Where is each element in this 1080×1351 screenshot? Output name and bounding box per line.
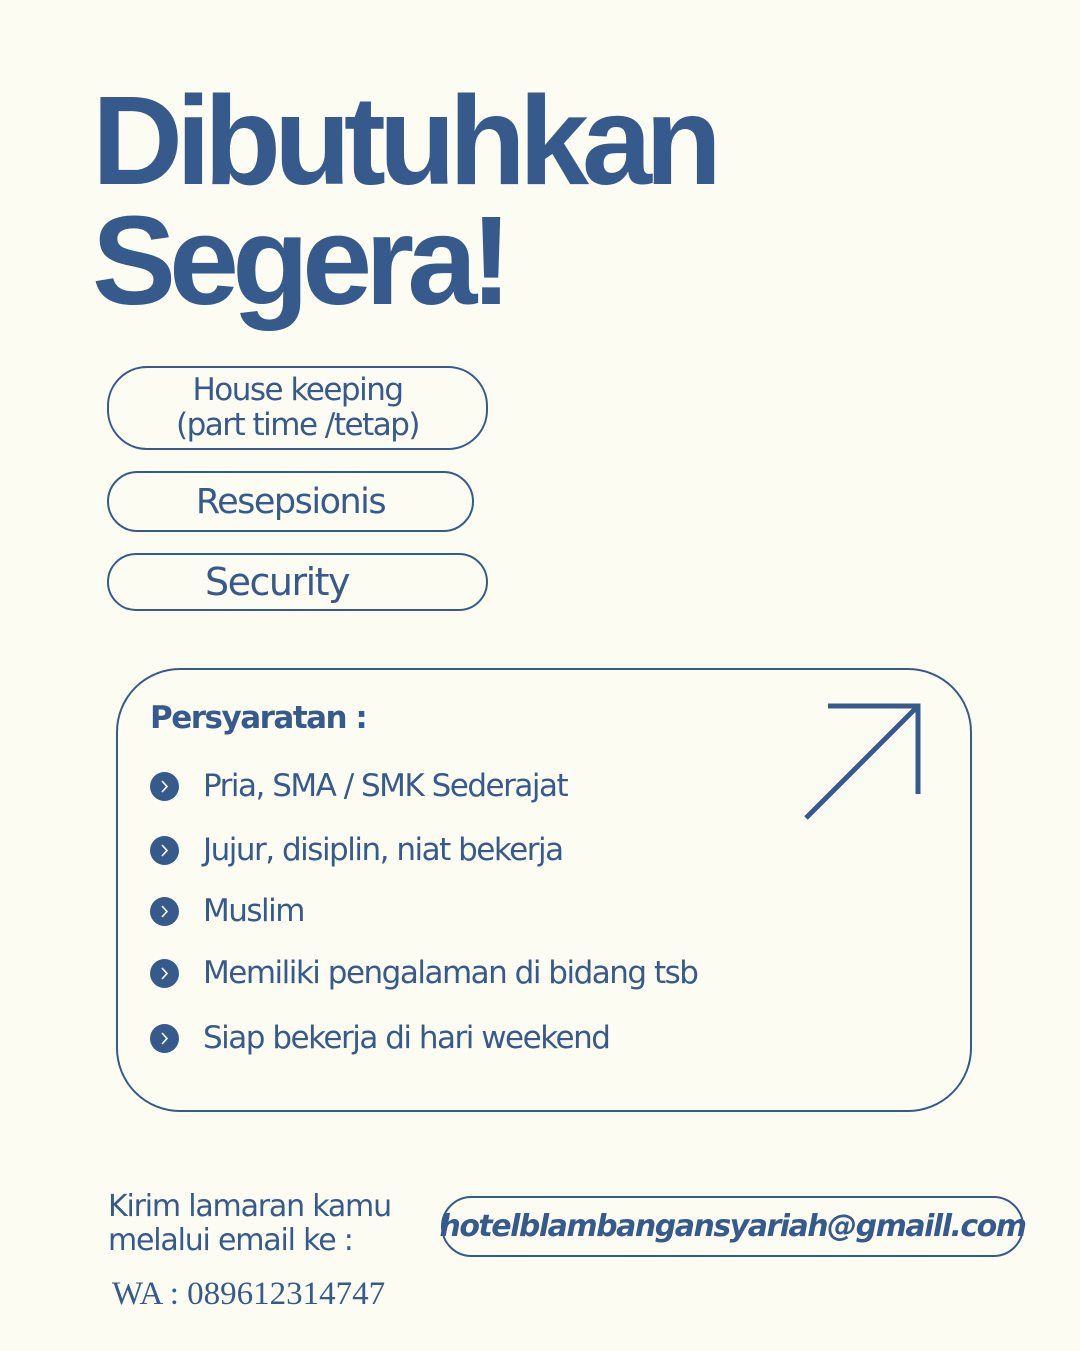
- chevron-right-icon: [150, 1024, 179, 1053]
- email-link[interactable]: hotelblambangansyariah@gmaill.com: [441, 1196, 1024, 1257]
- contact-instructions: [108, 1190, 391, 1258]
- position-receptionist[interactable]: [107, 471, 474, 532]
- requirement-text: Memiliki pengalaman di bidang tsb: [203, 955, 698, 991]
- requirement-item: [150, 891, 304, 931]
- headline-line-1: Dibutuhkan: [92, 70, 715, 211]
- chevron-right-icon: [150, 836, 179, 865]
- requirement-item: [150, 830, 563, 870]
- chevron-right-icon: [150, 772, 179, 801]
- requirement-text: Siap bekerja di hari weekend: [203, 1020, 610, 1056]
- chevron-right-icon: [150, 897, 179, 926]
- position-housekeeping-label: House keeping: [192, 372, 403, 408]
- position-housekeeping-type: (part time /tetap): [175, 407, 419, 443]
- requirement-text: Pria, SMA / SMK Sederajat: [203, 768, 568, 804]
- whatsapp-number: WA : 089612314747: [112, 1276, 386, 1312]
- requirement-item: [150, 953, 697, 993]
- headline-line-2: Segera!: [92, 190, 506, 331]
- requirement-text: Muslim: [203, 893, 304, 929]
- position-receptionist-label: Resepsionis: [195, 481, 386, 522]
- requirement-item: [150, 1018, 609, 1058]
- requirement-item: [150, 766, 567, 806]
- contact-line-1: Kirim lamaran kamu: [108, 1189, 391, 1224]
- requirement-text: Jujur, disiplin, niat bekerja: [203, 832, 563, 868]
- position-security[interactable]: [107, 553, 488, 611]
- chevron-right-icon: [150, 959, 179, 988]
- requirements-card: [116, 668, 972, 1112]
- requirements-title: Persyaratan :: [150, 700, 367, 736]
- arrow-up-right-icon: [800, 698, 926, 824]
- position-housekeeping[interactable]: [107, 366, 488, 450]
- contact-line-2: melalui email ke :: [108, 1223, 353, 1258]
- position-security-label: Security: [205, 560, 350, 604]
